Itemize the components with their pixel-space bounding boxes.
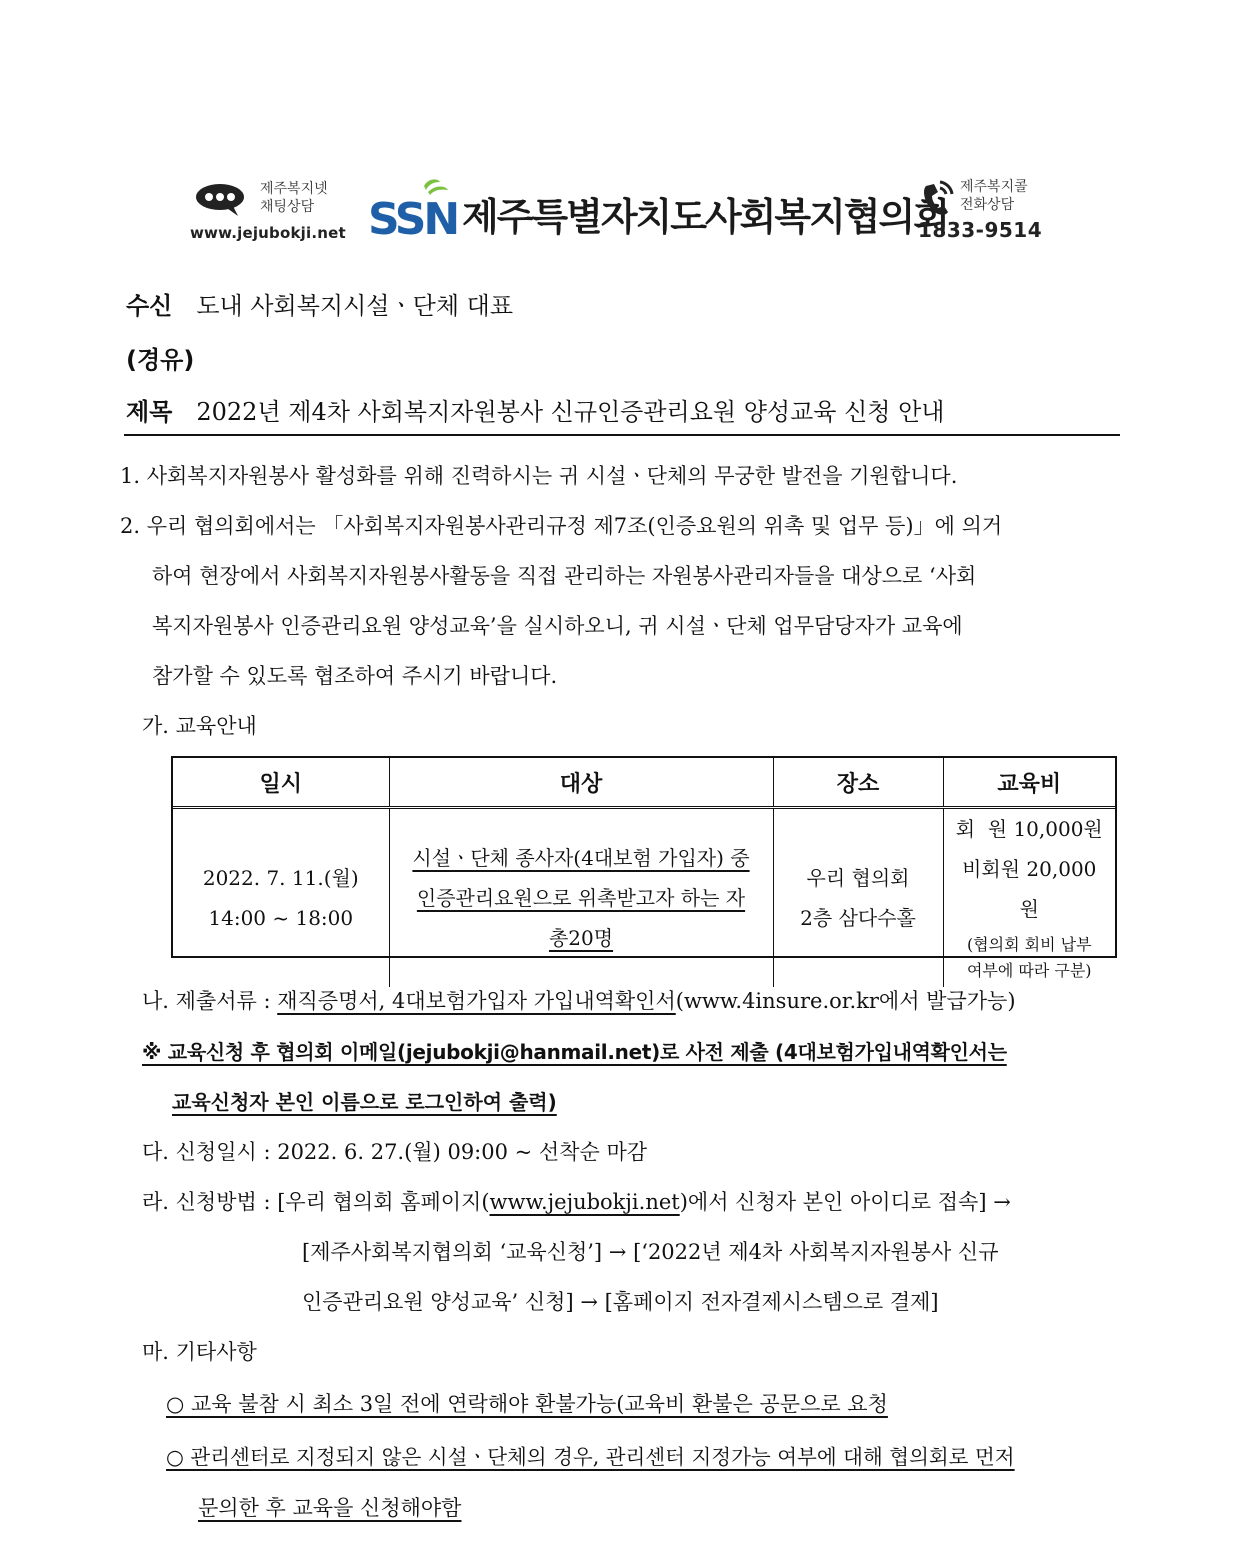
cell-place: 우리 협의회 2층 삼다수홀 — [773, 808, 943, 988]
table-header-place: 장소 — [773, 758, 943, 808]
etc-item-1: ○ 교육 불참 시 최소 3일 전에 연락해야 환불가능(교육비 환불은 공문으로 요청 — [166, 1392, 888, 1416]
table-header-target: 대상 — [389, 758, 773, 808]
notice-line-2: 교육신청자 본인 이름으로 로그인하여 출력) — [172, 1090, 557, 1114]
paragraph-2-line-2: 하여 현장에서 사회복지자원봉사활동을 직접 관리하는 자원봉사관리자들을 대상으로 ‘사회 — [152, 564, 977, 588]
table-header-date: 일시 — [173, 758, 389, 808]
call-consult-block — [916, 174, 1058, 244]
ssn-logo — [366, 178, 462, 240]
recipient-value: 도내 사회복지시설ㆍ단체 대표 — [196, 292, 514, 320]
table-header-row — [173, 758, 1115, 808]
notice-line-1: ※ 교육신청 후 협의회 이메일(jejubokji@hanmail.net)로 사전 제출 (4대보험가입내역확인서는 — [142, 1040, 1007, 1064]
subject-value: 2022년 제4차 사회복지자원봉사 신규인증관리요원 양성교육 신청 안내 — [196, 398, 945, 426]
etc-item-2-line-1: ○ 관리센터로 지정되지 않은 시설ㆍ단체의 경우, 관리센터 지정가능 여부에 대해 협의회로 먼저 — [166, 1445, 1015, 1469]
phone-icon — [918, 178, 956, 218]
phone-number: 1833-9514 — [918, 218, 1043, 242]
letterhead — [188, 172, 1058, 244]
subject-label: 제목 — [126, 398, 173, 426]
section-da: 다. 신청일시 : 2022. 6. 27.(월) 09:00 ~ 선착순 마감 — [142, 1140, 648, 1164]
education-info-table — [171, 756, 1117, 980]
chat-consult-block — [188, 176, 348, 242]
paragraph-2-line-3: 복지자원봉사 인증관리요원 양성교육’을 실시하오니, 귀 시설ㆍ단체 업무담당자가 교육에 — [152, 614, 963, 638]
section-ga-title: 가. 교육안내 — [142, 714, 257, 738]
paragraph-2-line-1: 2. 우리 협의회에서는 「사회복지자원봉사관리규정 제7조(인증요원의 위촉 및 업무 등)」에 의거 — [120, 514, 1003, 538]
section-ra-line-1: 라. 신청방법 : [우리 협의회 홈페이지(www.jejubokji.net)에서 신청자 본인 아이디로 접속] → — [142, 1190, 1011, 1214]
via-row — [126, 340, 218, 375]
cell-date: 2022. 7. 11.(월) 14:00 ~ 18:00 — [173, 808, 389, 988]
paragraph-2-line-4: 참가할 수 있도록 협조하여 주시기 바랍니다. — [152, 664, 558, 688]
section-ma-title: 마. 기타사항 — [142, 1340, 257, 1364]
call-label: 제주복지콜 전화상담 — [960, 179, 1028, 213]
section-na: 나. 제출서류 : 재직증명서, 4대보험가입자 가입내역확인서(www.4insure.or.kr에서 발급가능) — [142, 989, 1016, 1013]
section-ra-line-2: [제주사회복지협의회 ‘교육신청’] → [‘2022년 제4차 사회복지자원봉사 신규 — [302, 1240, 999, 1264]
chat-bubble-icon — [194, 182, 252, 218]
recipient-row — [126, 286, 513, 321]
chat-url: www.jejubokji.net — [190, 224, 346, 242]
table-header-fee: 교육비 — [943, 758, 1115, 808]
required-documents: 재직증명서, 4대보험가입자 가입내역확인서 — [277, 989, 676, 1013]
recipient-label: 수신 — [126, 292, 173, 320]
org-name: 제주특별자치도사회복지협의회 — [462, 195, 948, 239]
homepage-link[interactable]: www.jejubokji.net — [489, 1190, 680, 1214]
header-divider — [124, 434, 1120, 436]
svg-text:SSN: SSN — [368, 194, 458, 240]
etc-item-2-line-2: 문의한 후 교육을 신청해야함 — [198, 1496, 462, 1520]
cell-target: 시설ㆍ단체 종사자(4대보험 가입자) 중 인증관리요원으로 위촉받고자 하는 자 총20명 — [389, 808, 773, 988]
paragraph-1: 1. 사회복지자원봉사 활성화를 위해 진력하시는 귀 시설ㆍ단체의 무궁한 발전을 기원합니다. — [120, 464, 958, 488]
cell-fee: 회 원 10,000원 비회원 20,000원 (협의회 회비 납부 여부에 따라 구분) — [955, 817, 1103, 980]
table-row — [173, 808, 1115, 988]
via-label: (경유) — [126, 346, 195, 374]
section-ra-line-3: 인증관리요원 양성교육’ 신청] → [홈페이지 전자결제시스템으로 결제] — [302, 1290, 939, 1314]
chat-label: 제주복지넷 채팅상담 — [260, 181, 328, 215]
subject-row — [126, 392, 944, 427]
